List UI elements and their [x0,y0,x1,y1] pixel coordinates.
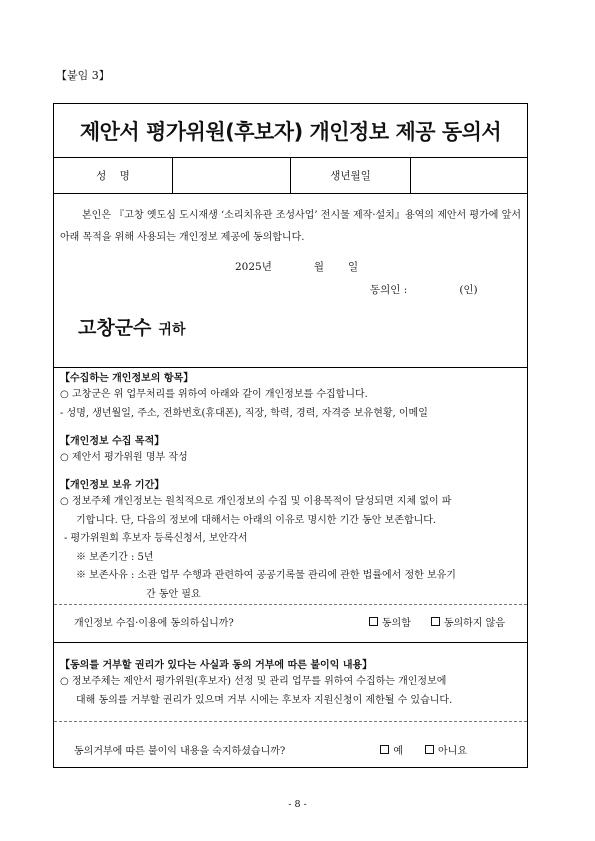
agree-checkbox[interactable] [369,617,378,626]
date-month: 월 [313,261,325,273]
section-title: 【개인정보 수집 목적】 [60,436,165,447]
section-title: 【동의를 거부할 권리가 있다는 사실과 동의 거부에 따른 불이익 내용】 [60,660,373,671]
section-line: - 평가위원회 후보자 등록신청서, 보안각서 [64,533,248,544]
question-text: 개인정보 수집·이용에 동의하십니까? [74,618,234,629]
attachment-label: 【붙임 3】 [56,69,110,82]
birthdate-field[interactable] [411,158,527,193]
consent-text: 본인은 『고창 옛도심 도시재생 ‘소리치유관 조성사업’ 전시물 제작·설치』용역의 제안서 평가에 앞서 아래 목적을 위해 사용되는 개인정보 제공에 동의합니다. [60,210,521,243]
consenter-line [370,282,478,297]
recipient-suffix: 귀하 [158,322,186,338]
date-day: 일 [348,261,359,273]
disagree-checkbox[interactable] [431,617,440,626]
section-collected-items [60,369,521,423]
dashed-divider [54,721,527,722]
no-label: 아니요 [438,746,467,757]
date-year: 2025년 [235,261,272,273]
seal-mark: (인) [459,284,478,296]
question-consent [74,614,517,629]
consent-statement [54,194,527,368]
section-line: ○ 고창군은 위 업무처리를 위하여 아래와 같이 개인정보를 수집합니다. [60,389,368,400]
agree-option[interactable] [369,614,411,629]
agree-label: 동의함 [381,618,411,629]
section-line: ※ 보존기간 : 5년 [76,551,154,563]
section-line: ○ 제안서 평가위원 명부 작성 [60,452,188,463]
birthdate-label: 생년월일 [291,158,411,193]
section-line: 대해 동의를 거부할 권리가 있으며 거부 시에는 후보자 지원신청이 제한될 수 있습니다. [76,694,453,706]
name-field[interactable] [173,158,291,193]
section-purpose [60,432,521,468]
disagree-option[interactable] [431,614,505,629]
recipient [78,313,185,340]
no-checkbox[interactable] [425,745,434,754]
yes-label: 예 [393,746,404,757]
question-text: 동의거부에 따른 불이익 내용을 숙지하셨습니까? [74,746,286,757]
info-row [54,158,527,194]
date-line [235,259,358,274]
yes-checkbox[interactable] [380,745,389,754]
section-line: 간 동안 필요 [146,588,201,600]
section-divider [54,642,527,643]
dashed-divider [54,604,527,605]
section-retention [60,476,521,604]
consenter-label: 동의인 : [370,284,408,296]
section-title: 【개인정보 보유 기간】 [60,480,165,491]
section-line: 기합니다. 단, 다음의 정보에 대해서는 아래의 이유로 명시한 기간 동안 보존합니다. [76,514,437,526]
section-line: ※ 보존사유 : 소관 업무 수행과 관련하여 공공기록물 관리에 관한 법률에서 정한 보유기 [76,570,456,581]
no-option[interactable] [425,742,467,757]
section-title: 【수집하는 개인정보의 항목】 [60,373,194,384]
form-title: 제안서 평가위원(후보자) 개인정보 제공 동의서 [54,104,527,158]
yes-option[interactable] [380,742,403,757]
section-refusal-right [60,656,521,710]
section-line: ○ 정보주체 개인정보는 원칙적으로 개인정보의 수집 및 이용목적이 달성되면 지체 없이 파 [60,496,452,507]
question-acknowledge [74,742,517,757]
section-line: ○ 정보주체는 제안서 평가위원(후보자) 선정 및 관리 업무를 위하여 수집하는 개인정보에 [60,676,447,687]
name-label: 성 명 [54,158,173,193]
section-line: - 성명, 생년월일, 주소, 전화번호(휴대폰), 직장, 학력, 경력, 자격증 보유현황, 이메일 [60,407,428,419]
recipient-name: 고창군수 [78,317,152,339]
page-number: - 8 - [288,799,307,810]
disagree-label: 동의하지 않음 [443,618,505,629]
consent-form [53,103,528,768]
